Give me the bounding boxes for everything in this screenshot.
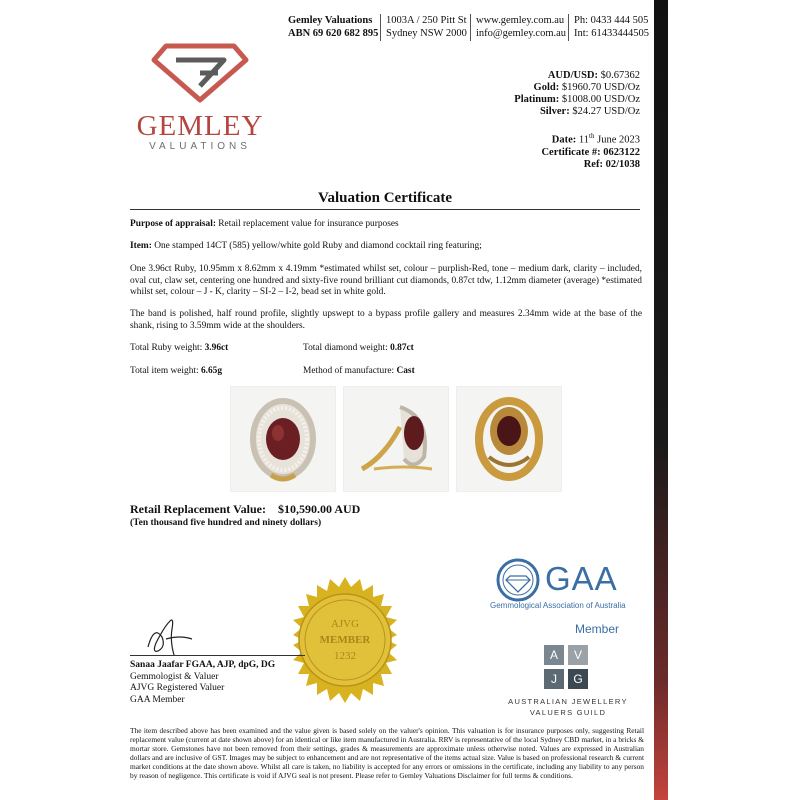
company-abn: ABN 69 620 682 895 (288, 28, 379, 39)
certificate-number: Certificate #: 0623122 (541, 146, 640, 158)
seal-line-2: MEMBER (319, 634, 371, 646)
signatory-block (130, 660, 275, 706)
certificate-meta (541, 130, 640, 171)
total-item-weight: Total item weight: 6.65g (130, 366, 223, 376)
header-company-block (288, 14, 378, 40)
total-ruby-weight: Total Ruby weight: 3.96ct (130, 343, 229, 353)
seal-icon (280, 575, 410, 705)
ajvg-emblem (544, 645, 588, 689)
signature-scribble (140, 617, 220, 659)
ajvg-name-line-2: VALUERS GUILD (529, 708, 607, 717)
seal-line-3: 1232 (334, 650, 356, 662)
ajvg-gold-seal (280, 575, 410, 705)
title-underline (130, 209, 640, 210)
gaa-emblem-icon (496, 558, 540, 602)
phone-number: Ph: 0433 444 505 (574, 15, 649, 26)
header-phone-block (574, 14, 649, 40)
signatory-name: Sanaa Jaafar FGAA, AJP, dpG, DG (130, 660, 276, 670)
address-line-2: Sydney NSW 2000 (386, 28, 467, 39)
seal-line-1: AJVG (330, 618, 360, 630)
ajvg-letter-j: J (544, 669, 564, 689)
disclaimer-text: The item described above has been examined and the value given is based solely on the valuer's opinion. This valuation is for insurance purposes only, suggesting Retail replacement value (current at date shown above) for an identical or like item manufactured in Australia. RRV is representative of the local Sydney CBD market, in a bricks & mortar store. Gemstones have not been removed from their settings, grades & measurements are approximate unless otherwise noted. Values are expressed in Australian dollars and are inclusive of GST. Images may be subject to enhancement and are not representative of the items actual size. Value is based on professional research & current market conditions at the date shown above. Whilst all care is taken, no liability is accepted for any errors or omissions in the certificate, including any liability to any person by reason of negligence. This certificate is void if AJVG seal is not present. Please refer to Gemley Valuations Disclaimer for full terms & conditions. (130, 726, 644, 780)
certificate-date: Date: 11th June 2023 (551, 132, 640, 146)
rate-platinum: Platinum: $1008.00 USD/Oz (514, 94, 640, 105)
gaa-full-name: Gemmological Association of Australia (490, 601, 626, 610)
market-rates (514, 70, 640, 118)
rate-gold: Gold: $1960.70 USD/Oz (533, 82, 640, 93)
description-paragraph-1: One 3.96ct Ruby, 10.95mm x 8.62mm x 4.19mm *estimated whilst set, colour – purplish-Red, tone – medium dark, clarity – included, oval cut, claw set, centering one hundred and sixty-five round brilliant cut diamonds, 0.87ct tdw, 1.12mm diameter (average) *estimated whilst set, colour – J - K, clarity – SI-2 – I-2, bead set in white gold. (130, 264, 642, 298)
ring-front-image (231, 387, 335, 491)
ajvg-name-line-1: AUSTRALIAN JEWELLERY (508, 697, 628, 706)
gaa-emblem (496, 558, 540, 602)
signature-line (130, 655, 305, 656)
page-title: Valuation Certificate (317, 190, 452, 206)
item-line: Item: One stamped 14CT (585) yellow/white gold Ruby and diamond cocktail ring featuring; (130, 241, 482, 251)
signatory-role-1: Gemmologist & Valuer (130, 671, 219, 682)
intl-phone-number: Int: 61433444505 (574, 28, 649, 39)
website-link[interactable]: www.gemley.com.au (476, 15, 565, 26)
total-diamond-weight: Total diamond weight: 0.87ct (303, 343, 414, 353)
ring-photo-back (456, 386, 562, 492)
gem-logo-icon (130, 36, 270, 106)
header-address-block (386, 14, 467, 40)
header-divider (568, 14, 569, 41)
ring-photo-side (343, 386, 449, 492)
signatory-role-3: GAA Member (130, 694, 185, 705)
ring-back-image (457, 387, 561, 491)
gaa-member-label: Member (575, 622, 620, 636)
ajvg-letter-v: V (568, 645, 588, 665)
gaa-wordmark: GAA (545, 560, 618, 597)
signature (140, 617, 220, 659)
rate-silver: Silver: $24.27 USD/Oz (539, 106, 640, 117)
rate-aud-usd: AUD/USD: $0.67362 (547, 70, 640, 81)
logo-subtitle: VALUATIONS (149, 141, 251, 152)
signatory-role-2: AJVG Registered Valuer (130, 683, 225, 693)
ring-photo-front (230, 386, 336, 492)
gemley-logo (130, 36, 270, 152)
value-in-words: (Ten thousand five hundred and ninety dollars) (130, 518, 322, 528)
header-divider (470, 14, 471, 41)
ajvg-letter-a: A (544, 645, 564, 665)
certificate-ref: Ref: 02/1038 (583, 158, 640, 170)
ajvg-letter-g: G (568, 669, 588, 689)
description-paragraph-2: The band is polished, half round profile, slightly upswept to a bypass profile gallery and measures 2.34mm wide at the base of the shank, rising to 3.59mm wide at the shoulders. (130, 309, 642, 331)
value-amount: $10,590.00 AUD (277, 502, 361, 516)
company-name: Gemley Valuations (288, 15, 373, 26)
ring-side-image (344, 387, 448, 491)
retail-replacement-value: Retail Replacement Value: $10,590.00 AUD (130, 502, 361, 516)
method-of-manufacture: Method of manufacture: Cast (303, 366, 415, 376)
purpose-line: Purpose of appraisal: Retail replacement value for insurance purposes (130, 219, 399, 229)
logo-wordmark: GEMLEY (136, 110, 264, 142)
right-edge-stripe (654, 0, 668, 800)
address-line-1: 1003A / 250 Pitt St (386, 15, 467, 26)
email-link[interactable]: info@gemley.com.au (476, 28, 567, 39)
header-web-block (476, 14, 566, 40)
header-divider (380, 14, 381, 41)
